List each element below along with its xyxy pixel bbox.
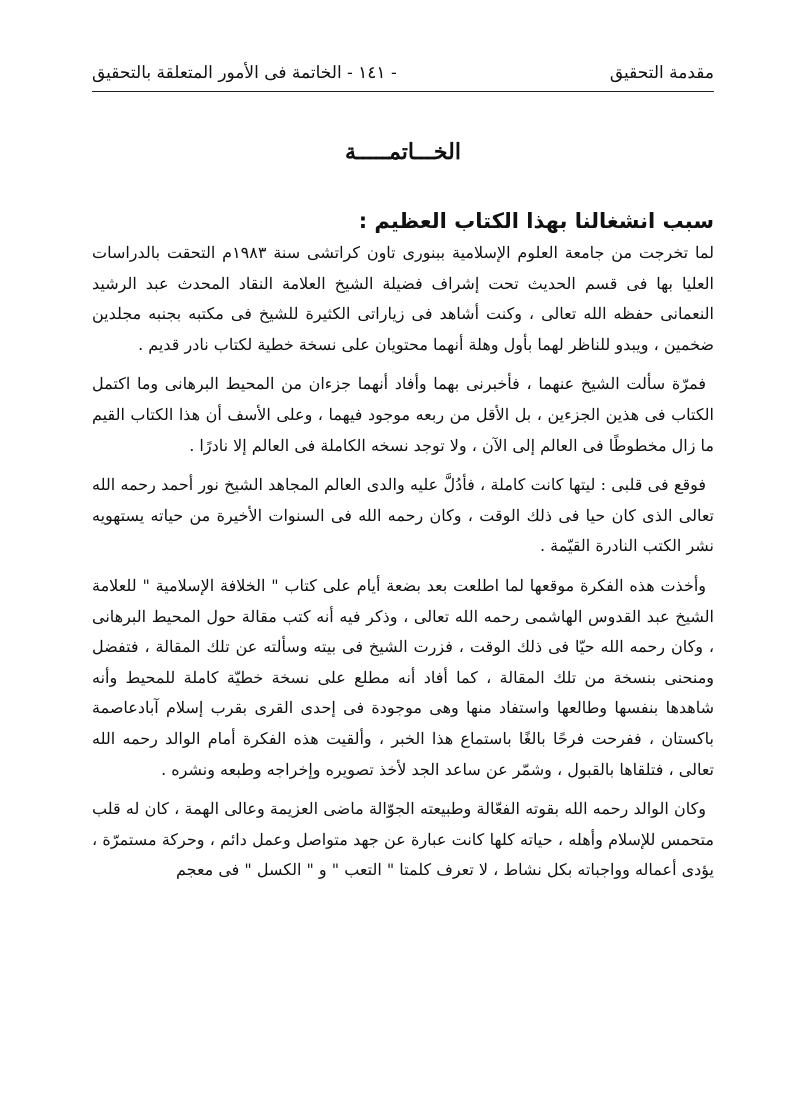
section-heading: سبب انشغالنا بهذا الكتاب العظيم : <box>358 209 714 233</box>
header-chapter-title: الخاتمة فى الأمور المتعلقة بالتحقيق <box>92 63 342 83</box>
paragraph: فوقع فى قلبى : ليتها كانت كاملة ، فأدُلَّ عليه والدى العالم المجاهد الشيخ نور أحمد رحمه الله تعالى الذى كان حيا فى ذلك الوقت ، وكان رحمه الله فى السنوات الأخيرة من حياته يستهويه نشر الكتب النادرة القيّمة . <box>92 475 714 556</box>
chapter-title: الخـــاتمـــــة <box>345 139 461 165</box>
paragraph: وكان الوالد رحمه الله بقوته الفعّالة وطبيعته الجوّالة ماضى العزيمة وعالى الهمة ، كان له قلب متحمس للإسلام وأهله ، حياته كلها كانت عبارة عن جهد متواصل وعمل دائم ، وحركة مستمرّة ، يؤدى أعماله وواجباته بكل نشاط ، لا تعرف كلمتا " التعب " و " الكسل " فى معجم <box>92 799 714 880</box>
header-rule <box>92 91 714 92</box>
header-book-section: مقدمة التحقيق <box>609 63 714 83</box>
running-header <box>92 58 714 88</box>
paragraph: لما تخرجت من جامعة العلوم الإسلامية ببنورى تاون كراتشى سنة ١٩٨٣م التحقت بالدراسات العليا بها فى قسم الحديث تحت إشراف فضيلة الشيخ العلامة النقاد المحدث عبد الرشيد النعمانى حفظه الله تعالى ، وكنت أشاهد فى زياراتى الكثيرة للشيخ فى مكتبه بجنبه مجلدين ضخمين ، ويبدو للناظر لهما بأول وهلة أنهما محتويان على نسخة خطية لكتاب نادر قديم . <box>92 243 714 354</box>
body-text <box>92 238 714 895</box>
header-page-number: - ١٤١ - <box>347 63 397 83</box>
paragraph: وأخذت هذه الفكرة موقعها لما اطلعت بعد بضعة أيام على كتاب " الخلافة الإسلامية " للعلامة الشيخ عبد القدوس الهاشمى رحمه الله تعالى ، وذكر فيه أنه كتب مقالة حول المحيط البرهانى ، وكان رحمه الله حيّا فى ذلك الوقت ، فزرت الشيخ فى بيته وسألته عن تلك المقالة ، فتفضل ومنحنى بنسخة من تلك المقالة ، كما أفاد أنه مطلع على نسخة خطيّة كاملة للمحيط وأنه شاهدها بنفسها وطالعها واستفاد منها وهى موجودة فى إحدى القرى بقرب إسلام آبادعاصمة باكستان ، ففرحت فرحًا بالغًا باستماع هذا الخبر ، وألقيت هذه الفكرة أمام الوالد رحمه الله تعالى ، فتلقاها بالقبول ، وشمّر عن ساعد الجد لأخذ تصويره وإخراجه وطبعه ونشره . <box>92 575 714 779</box>
paragraph: فمرّة سألت الشيخ عنهما ، فأخبرنى بهما وأفاد أنهما جزءان من المحيط البرهانى وما اكتمل الكتاب فى هذين الجزءين ، بل الأقل من ربعه موجود فيهما ، وعلى الأسف أن هذا الكتاب القيم ما زال مخطوطًا فى العالم إلى الآن ، ولا توجد نسخه الكاملة فى العالم إلا نادرًا . <box>92 374 714 455</box>
